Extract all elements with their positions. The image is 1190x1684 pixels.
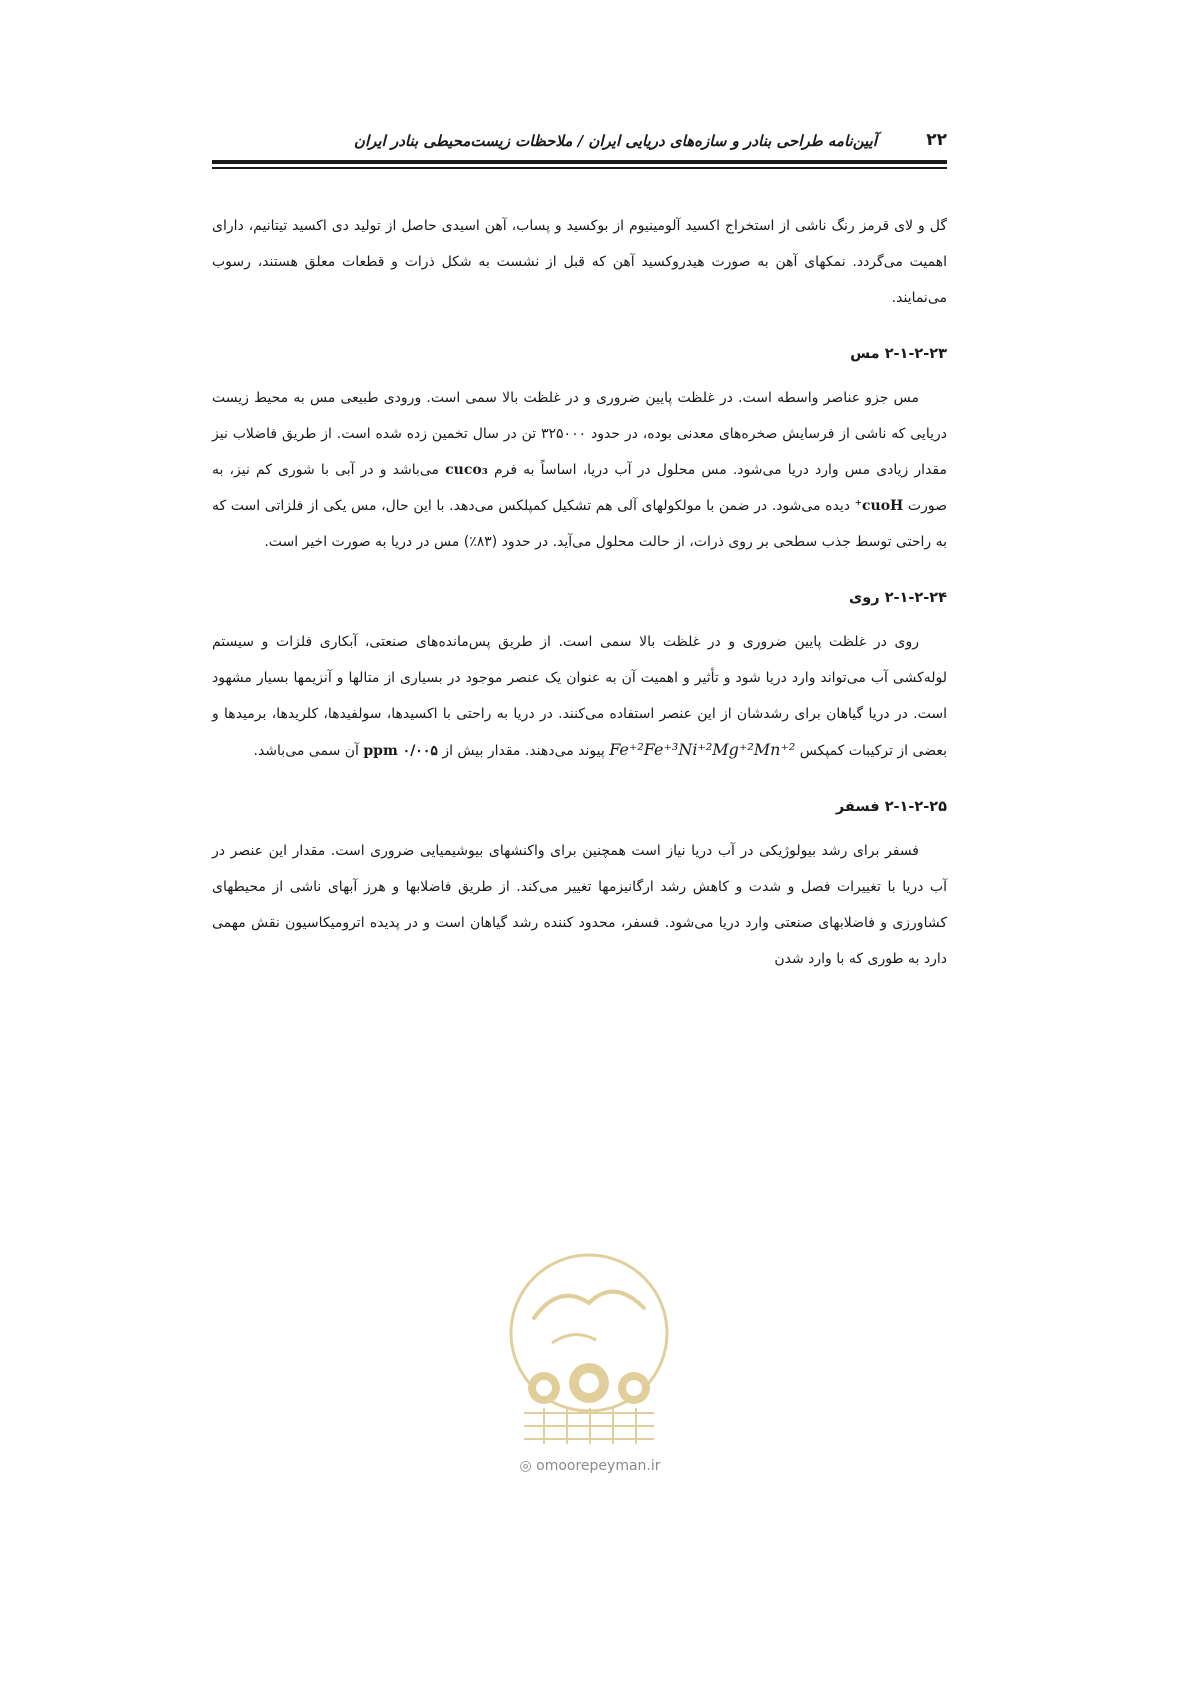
globe-icon: ◎ [519,1458,532,1474]
running-header [212,118,947,158]
section-number: ۲-۱-۲-۲۴ [884,590,947,606]
copper-paragraph [212,380,947,560]
section-title: فسفر [835,799,880,815]
copper-text-3: دیده می‌شود. در ضمن با مولکولهای آلی هم تشکیل کمپلکس می‌دهد. با این حال، مس یکی از فلزاتی است که به راحتی توسط جذب سطحی بر روی ذرات، از حالت محلول می‌آید. در حدود (۸۳٪) مس در دریا به صورت اخیر است. [212,498,947,550]
section-title: مس [850,346,880,362]
body-content [212,208,947,977]
zinc-text-1: روی در غلظت پایین ضروری و در غلظت بالا سمی است. از طریق پس‌مانده‌های صنعتی، آبکاری فلزات و سیستم لوله‌کشی آب می‌تواند وارد دریا شود و تأثیر و اهمیت آن به عنوان یک عنصر موجود در بسیاری از متالها و آنزیمها بسیار مشهود است. در دریا گیاهان برای رشدشان از این عنصر استفاده می‌کنند. در دریا به راحتی با اکسیدها، سولفیدها، کلریدها، برمیدها و بعضی از ترکیبات کمپکس [212,634,947,759]
ion-formula: Fe⁺²Fe⁺³Ni⁺²Mg⁺²Mn⁺² [609,740,796,759]
watermark-url-text: omoorepeyman.ir [536,1458,661,1474]
page-number: ۲۲ [926,130,947,150]
intro-paragraph: گل و لای قرمز رنگ ناشی از استخراج اکسید آلومینیوم از بوکسید و پساب، آهن اسیدی حاصل از تولید دی اکسید تیتانیم، دارای اهمیت می‌گردد. نمکهای آهن به صورت هیدروکسید آهن که قبل از نشست به شکل ذرات و قطعات معلق هستند، رسوب می‌نمایند. [212,218,947,306]
header-rule-thick [212,160,947,164]
phosphorus-paragraph: فسفر برای رشد بیولوژیکی در آب دریا نیاز است همچنین برای واکنشهای بیوشیمیایی ضروری است. مقدار این عنصر در آب دریا با تغییرات فصل و شدت و کاهش رشد ارگانیزمها تغییر می‌کند. از طریق فاضلابها و هرز آبهای ناشی از محیطهای کشاورزی و فاضلابهای صنعتی وارد دریا می‌شود. فسفر، محدود کننده رشد گیاهان است و در پدیده اتروميکاسیون نقش مهمی دارد به طوری که با وارد شدن [212,843,947,967]
section-heading-phosphorus [212,793,947,821]
zinc-text-3: آن سمی می‌باشد. [253,743,359,759]
copper-text-2: می‌باشد و در آبی با شوری کم نیز، به صورت [212,462,947,514]
copper-text-1: مس جزو عناصر واسطه است. در غلظت پایین ضروری و در غلظت بالا سمی است. ورودی طبیعی مس به محیط زیست دریایی که ناشی از فرسایش صخره‌های معدنی بوده، در حدود ۳۲۵۰۰۰ تن در سال تخمین زده شده است. از طریق فاضلاب نیز مقدار زیادی مس وارد دریا می‌شود. مس محلول در آب دریا، اساساً به فرم [212,390,948,478]
toxicity-threshold: ۰/۰۰۵ ppm [363,743,438,759]
chem-cuoh: cuoH⁺ [854,498,904,514]
header-rule-thin [212,167,947,169]
header-title: آیین‌نامه طراحی بنادر و سازه‌های دریایی ایران / ملاحظات زیست‌محیطی بنادر ایران [353,132,877,150]
section-number: ۲-۱-۲-۲۵ [884,799,947,815]
section-title: روی [848,590,880,606]
section-heading-zinc [212,584,947,612]
section-heading-copper [212,340,947,368]
chem-cuco3: cuco₃ [445,462,488,478]
section-number: ۲-۱-۲-۲۳ [884,346,947,362]
watermark-logo [504,1248,674,1448]
watermark-url [480,1458,700,1474]
zinc-text-2: پیوند می‌دهند. مقدار بیش از [442,743,605,759]
zinc-paragraph [212,624,947,769]
